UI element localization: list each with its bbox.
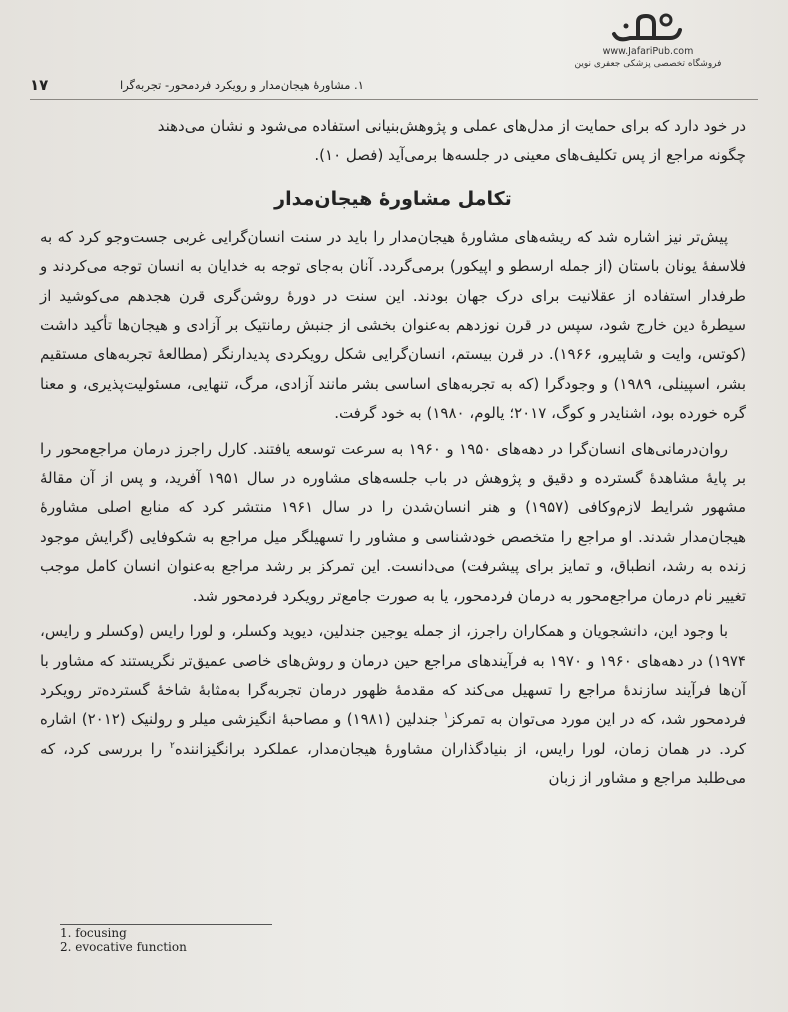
running-header: [30, 70, 758, 96]
intro-line-2: چگونه مراجع از پس تکلیف‌های معینی در جلسه‌ها برمی‌آید (فصل ۱۰).: [314, 146, 746, 165]
paragraph-3-text-c: را بررسی کرد، که می‌طلبد مراجع و مشاور از زبان: [40, 739, 746, 788]
paragraph-1: پیش‌تر نیز اشاره شد که ریشه‌های مشاورهٔ هیجان‌مدار را باید در سنت انسان‌گرایی غربی جست‌وجو کرد که به فلاسفهٔ یونان باستان (از جمله ارسطو و اپیکور) برمی‌گردد. آنان به‌جای توجه به خدایان به انسان توجه می‌کردند و طرفدار استفاده از عقلانیت برای درک جهان بودند. این سنت در دورهٔ روشن‌گری قرن هجدهم می‌کوشید از سیطرهٔ دین خارج شود، سپس در قرن نوزدهم به‌عنوان بخشی از جنبش رمانتیک بر آزادی و هیجان‌ها تأکید داشت (کوتس، وایت و شاپیرو، ۱۹۶۶). در قرن بیستم، انسان‌گرایی شکل رویکردی پدیدارنگر (مطالعهٔ تجربه‌های مستقیم بشر، اسپینلی، ۱۹۸۹) و وجودگرا (که به تجربه‌های اساسی بشر مانند آزادی، مرگ، تنهایی، مسئولیت‌پذیری، و معنا گره خورده بود، اشنایدر و کوگ، ۲۰۱۷؛ یالوم، ۱۹۸۰) به خود گرفت.: [40, 227, 746, 423]
footnote-2: 2. evocative function: [60, 940, 187, 954]
publisher-store-name: فروشگاه تخصصی پزشکی جعفری نوین: [574, 59, 722, 69]
footnote-rule: [60, 924, 272, 925]
header-rule: [30, 99, 758, 100]
page-number: ۱۷: [30, 76, 49, 94]
running-title: ۱. مشاورهٔ هیجان‌مدار و رویکرد فردمحور- تجربه‌گرا: [120, 78, 364, 92]
page-body: [40, 112, 746, 794]
footnote-ref-2: ۲: [170, 740, 175, 751]
publisher-url: www.JafariPub.com: [602, 46, 694, 57]
footnote-1: 1. focusing: [60, 926, 127, 940]
paragraph-3-text-b: جندلین (۱۹۸۱) و مصاحبهٔ انگیزشی میلر و رولنیک (۲۰۱۲) اشاره کرد. در همان زمان، لورا رایس، از بنیادگذاران مشاورهٔ هیجان‌مدار، عملکرد برانگیزاننده: [40, 710, 746, 758]
intro-line-1: در خود دارد که برای حمایت از مدل‌های عملی و پژوهش‌بنیانی استفاده می‌شود و نشان می‌دهند: [157, 117, 746, 135]
paragraph-3: [40, 617, 746, 793]
paragraph-2: روان‌درمانی‌های انسان‌گرا در دهه‌های ۱۹۵۰ و ۱۹۶۰ به سرعت توسعه یافتند. کارل راجرز درمان مراجع‌محور را بر پایهٔ مشاهدهٔ گسترده و دقیق و پژوهش در باب جلسه‌های مشاوره در سال ۱۹۵۱ آفرید، و پس از آن مقالهٔ مشهور شرایط لازم‌وکافی (۱۹۵۷) و هنر انسان‌شدن را در سال ۱۹۶۱ منتشر کرد که منابع اصلی مشاورهٔ هیجان‌مدار شدند. او مراجع را متخصص خودشناسی و مشاور را تسهیلگر میل مراجع به شکوفایی (گرایش موجود زنده به رشد، انطباق، و تمایز برای پیشرفت) می‌دانست. این تمرکز بر رشد مراجع به‌عنوان انسان کامل موجب تغییر نام درمان مراجع‌محور به درمان فردمحور، یا به صورت جامع‌تر رویکرد فردمحور شد.: [40, 439, 746, 605]
jafari-logo-icon: [608, 8, 688, 48]
footnote-ref-1: ۱: [443, 711, 449, 722]
section-title: تکامل مشاورهٔ هیجان‌مدار: [274, 187, 512, 210]
paragraph-3-text-a: با وجود این، دانشجویان و همکاران راجرز، از جمله یوجین جندلین، دیوید وکسلر، و لورا رایس (وکسلر و رایس، ۱۹۷۴) در دهه‌های ۱۹۶۰ و ۱۹۷۰ به فرآیندهای مراجع حین درمان و روش‌های خاصی عمیق‌تر نگریستند که مشاور با آن‌ها فرآیند سازندهٔ مراجع را تسهیل می‌کند که مقدمهٔ ظهور درمان تجربه‌گرا به‌مثابهٔ شاخهٔ گسترده‌تر رویکرد فردمحور شد، که در این مورد می‌توان به تمرکز: [40, 622, 746, 729]
footnotes: [60, 926, 187, 954]
